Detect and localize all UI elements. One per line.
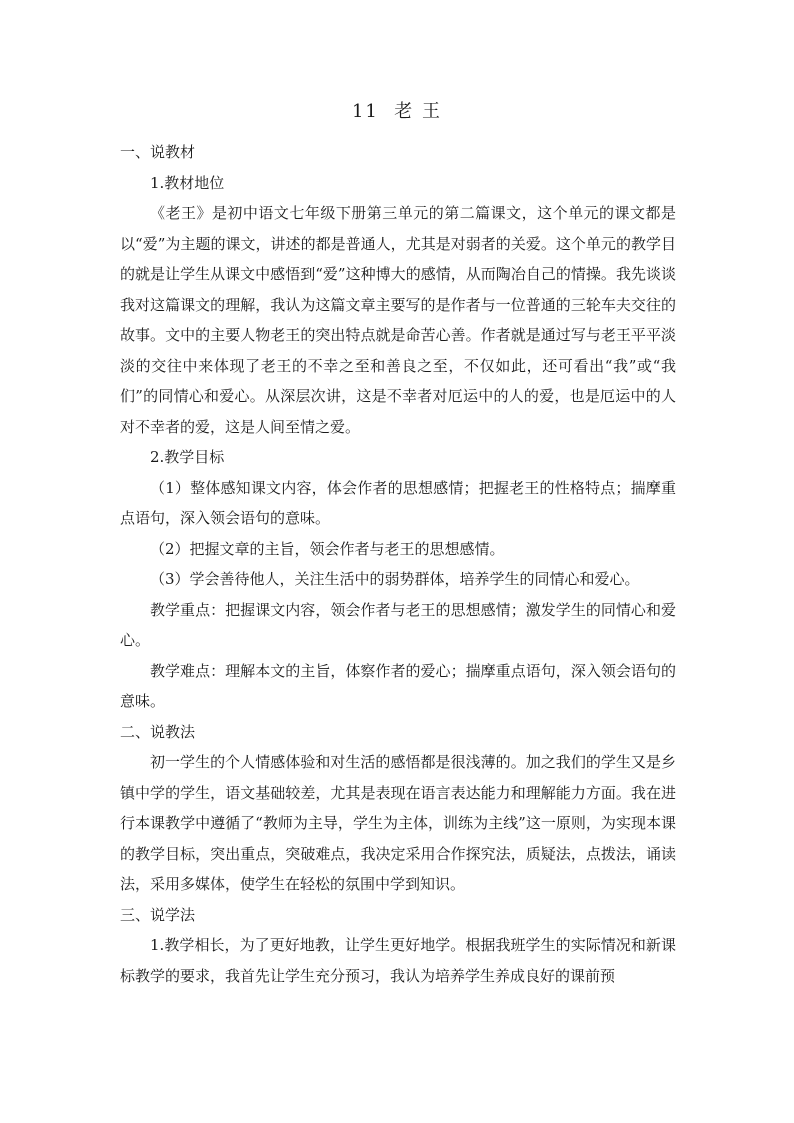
teaching-goal-item: （1）整体感知课文内容，体会作者的思想感情；把握老王的性格特点；揣摩重点语句，深入领会语句的意味。: [120, 478, 676, 527]
paragraph-teaching-method: 初一学生的个人情感体验和对生活的感悟都是很浅薄的。加之我们的学生又是乡镇中学的学生，语文基础较差，尤其是表现在语言表达能力和理解能力方面。我在进行本课教学中遵循了“教师为主导，学生为主体，训练为主线”这一原则，为实现本课的教学目标，突出重点，突破难点，我决定采用合作探究法，质疑法，点拨法，诵读法，采用多媒体，使学生在轻松的氛围中学到知识。: [120, 753, 676, 893]
section-heading-teaching-method: 二、说教法: [120, 722, 196, 741]
paragraph-teaching-difficulty: 教学难点：理解本文的主旨，体察作者的爱心；揣摩重点语句，深入领会语句的意味。: [120, 661, 676, 710]
paragraph-teaching-key-point: 教学重点：把握课文内容，领会作者与老王的思想感情；激发学生的同情心和爱心。: [120, 600, 676, 649]
subsection-heading-material-position: 1.教材地位: [150, 173, 225, 192]
teaching-goal-item: （3）学会善待他人，关注生活中的弱势群体，培养学生的同情心和爱心。: [150, 570, 640, 588]
teaching-goal-item: （2）把握文章的主旨，领会作者与老王的思想感情。: [150, 539, 505, 558]
paragraph-learning-method: 1.教学相长，为了更好地教，让学生更好地学。根据我班学生的实际情况和新课标教学的要求，我首先让学生充分预习，我认为培养学生养成良好的课前预: [120, 936, 676, 985]
document-title: 11 老 王: [351, 101, 443, 122]
paragraph-material-position: 《老王》是初中语文七年级下册第三单元的第二篇课文，这个单元的课文都是以“爱”为主题的课文，讲述的都是普通人，尤其是对弱者的关爱。这个单元的教学目的就是让学生从课文中感悟到“爱”这种博大的感情，从而陶冶自己的情操。我先谈谈我对这篇课文的理解，我认为这篇文章主要写的是作者与一位普通的三轮车夫交往的故事。文中的主要人物老王的突出特点就是命苦心善。作者就是通过写与老王平平淡淡的交往中来体现了老王的不幸之至和善良之至，不仅如此，还可看出“我”或“我们”的同情心和爱心。从深层次讲，这是不幸者对厄运中的人的爱，也是厄运中的人对不幸者的爱，这是人间至情之爱。: [120, 204, 676, 436]
document-body: [120, 137, 676, 991]
subsection-heading-teaching-goals: 2.教学目标: [150, 448, 225, 466]
section-heading-learning-method: 三、说学法: [120, 905, 196, 924]
section-heading-teaching-material: 一、说教材: [120, 143, 196, 161]
